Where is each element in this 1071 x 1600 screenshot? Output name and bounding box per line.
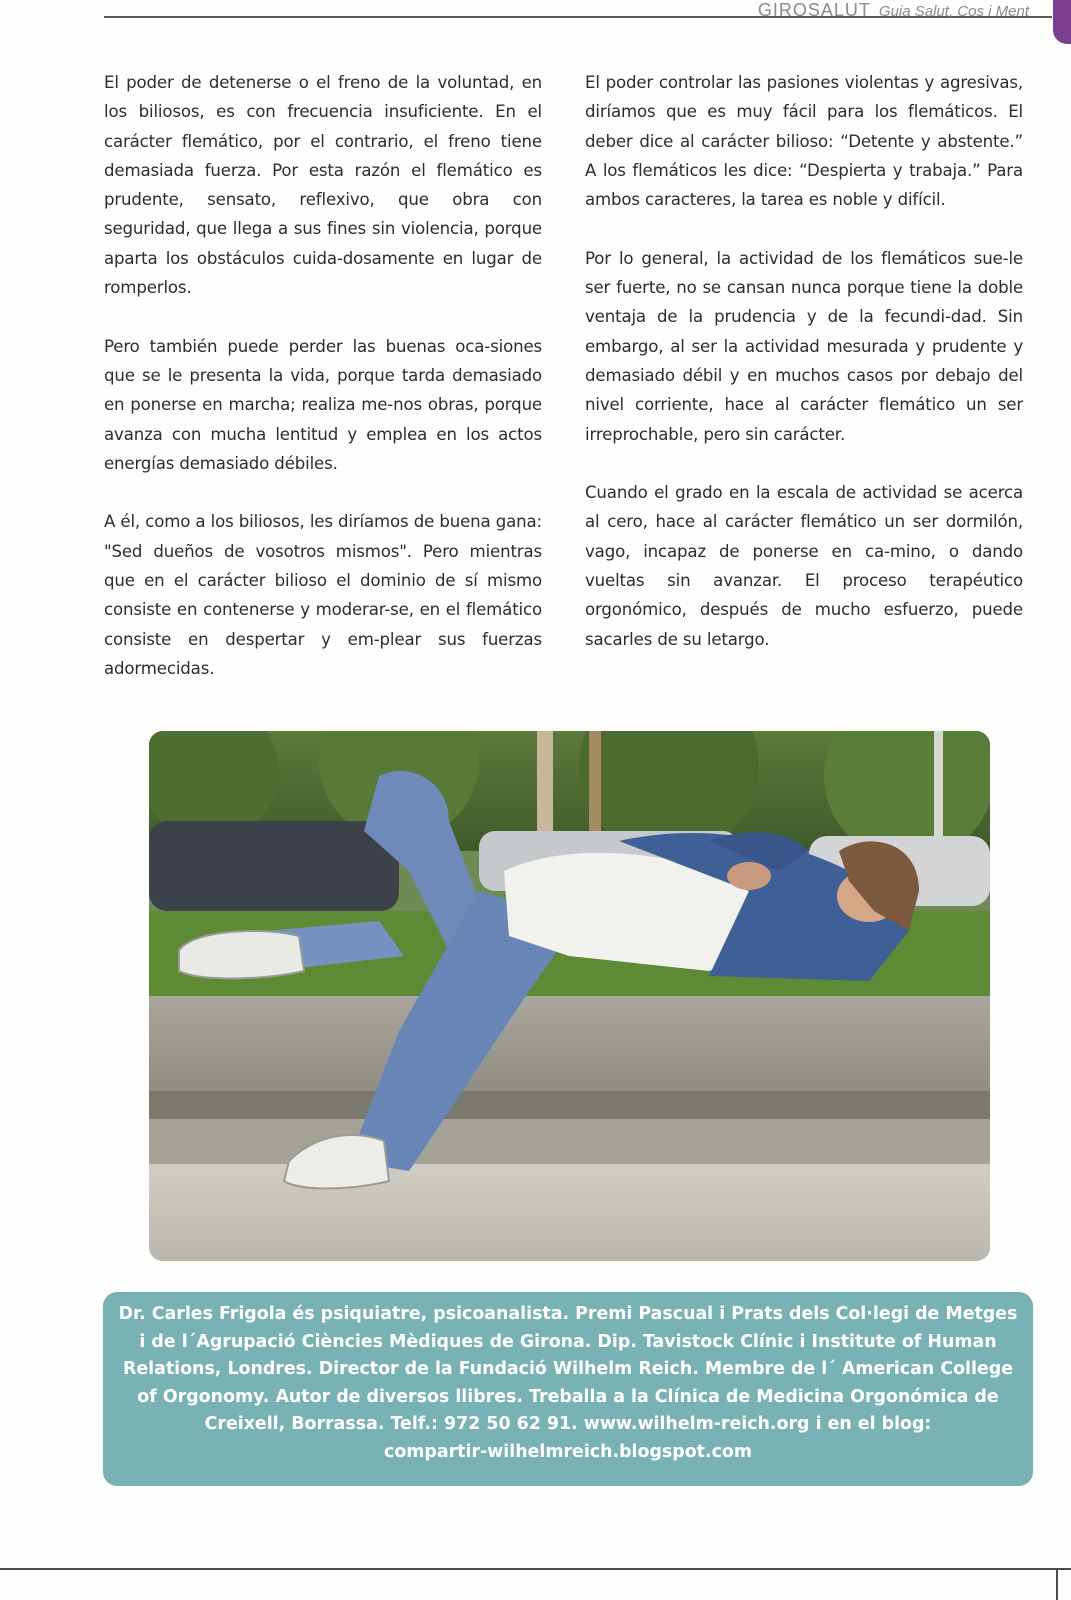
paragraph: El poder controlar las pasiones violentas y agresivas, diríamos que es muy fácil para los flemáticos. El deber dice al carácter bilioso: “Detente y abstente.” A los flemáticos les dice: “Despierta y trabaja.” Para ambos caracteres, la tarea es noble y difícil. xyxy=(585,73,1023,210)
magazine-header xyxy=(758,0,1029,21)
bottom-rule-vertical xyxy=(1056,1568,1058,1600)
paragraph: Pero también puede perder las buenas oca-siones que se le presenta la vida, porque tarda demasiado en ponerse en marcha; realiza me-nos obras, porque avanza con mucha lentitud y emplea en los actos energías demasiado débiles. xyxy=(104,336,542,473)
paragraph: A él, como a los biliosos, les diríamos de buena gana: "Sed dueños de vosotros mismos". Pero mientras que en el carácter bilioso el dominio de sí mismo consiste en contenerse y moderar-se, en el flemático consiste en despertar y em-plear sus fuerzas adormecidas. xyxy=(104,512,542,678)
article-right-column xyxy=(585,68,1023,683)
paragraph: Cuando el grado en la escala de actividad se acerca al cero, hace al carácter flemático un ser dormilón, vago, incapaz de ponerse en ca-mino, o dando vueltas sin avanzar. El proceso terapéutico orgonómico, después de mucho esfuerzo, puede sacarles de su letargo. xyxy=(585,483,1023,649)
photo-man-sleeping-on-bench xyxy=(149,731,990,1261)
brand-name-salut: SALUT xyxy=(807,0,871,20)
bio-line: Relations, Londres. Director de la Fundació Wilhelm Reich. Membre de l´ American College xyxy=(122,1359,1014,1380)
brand-tagline: Guia Salut, Cos i Ment xyxy=(878,3,1029,20)
bio-line: compartir-wilhelmreich.blogspot.com xyxy=(384,1441,752,1462)
bottom-rule xyxy=(0,1568,1071,1570)
brand-name-giro: GIRO xyxy=(757,0,808,20)
bio-line: i de l´Agrupació Ciències Mèdiques de Girona. Dip. Tavistock Clínic i Institute of Human xyxy=(139,1331,997,1352)
author-bio-box xyxy=(103,1292,1033,1486)
bio-line: of Orgonomy. Autor de diversos llibres. Treballa a la Clínica de Medicina Orgonómica de xyxy=(137,1386,999,1407)
paragraph: Por lo general, la actividad de los flemáticos sue-le ser fuerte, no se cansan nunca porque tiene la doble ventaja de la prudencia y de la fecundi-dad. Sin embargo, al ser la actividad mesurada y prudente y demasiado débil y en muchos casos por debajo del nivel corriente, hace al carácter flemático un ser irreprochable, pero sin carácter. xyxy=(585,248,1023,444)
section-tab xyxy=(1053,0,1071,44)
paragraph: El poder de detenerse o el freno de la voluntad, en los biliosos, es con frecuencia insuficiente. En el carácter flemático, por el contrario, el freno tiene demasiada fuerza. Por esta razón el flemático es prudente, sensato, reflexivo, que obra con seguridad, que llega a sus fines sin violencia, porque aparta los obstáculos cuida-dosamente en lugar de romperlos. xyxy=(104,73,542,298)
bio-line: Dr. Carles Frigola és psiquiatre, psicoanalista. Premi Pascual i Prats dels Col·legi de Metges xyxy=(118,1304,1018,1324)
bio-line: Creixell, Borrassa. Telf.: 972 50 62 91. www.wilhelm-reich.org i en el blog: xyxy=(204,1414,932,1435)
article-left-column xyxy=(104,68,542,713)
